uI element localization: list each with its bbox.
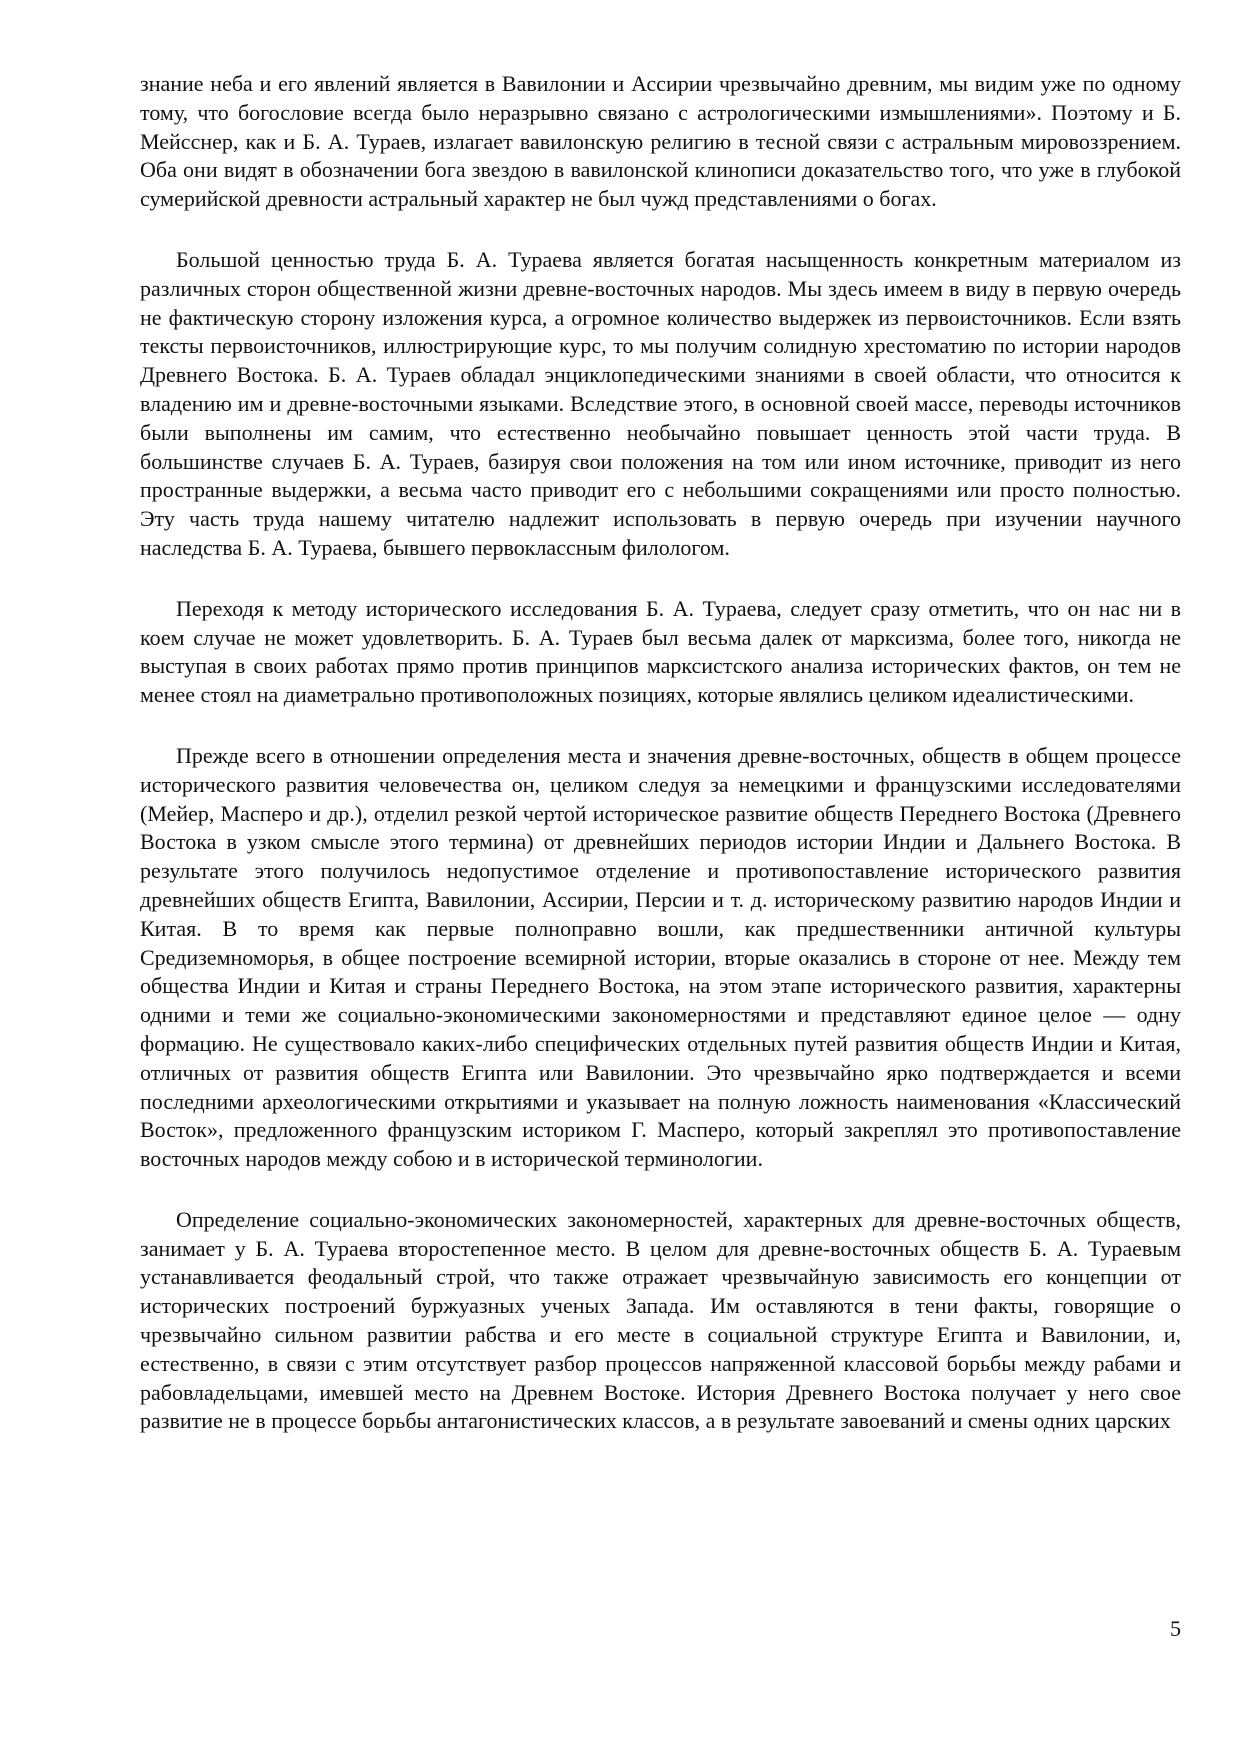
document-body	[140, 70, 1181, 1468]
paragraph-socio-economic: Определение социально-экономических закономерностей, характерных для древне-восточных обществ, занимает у Б. А. Тураева второстепенное место. В целом для древне-восточных обществ Б. А. Тураевым устанавливается феодальный строй, что также отражает чрезвычайную зависимость его концепции от исторических построений буржуазных ученых Запада. Им оставляются в тени факты, говорящие о чрезвычайно сильном развитии рабства и его месте в социальной структуре Египта и Вавилонии, и, естественно, в связи с этим отсутствует разбор процессов напряженной классовой борьбы между рабами и рабовладельцами, имевшей место на Древнем Востоке. История Древнего Востока получает у него свое развитие не в процессе борьбы антагонистических классов, а в результате завоеваний и смены одних царских	[140, 1206, 1181, 1434]
paragraph-place-of-societies: Прежде всего в отношении определения места и значения древне-восточных, обществ в общем процессе исторического развития человечества он, целиком следуя за немецкими и французскими исследователями (Мейер, Масперо и др.), отделил резкой чертой историческое развитие обществ Переднего Востока (Древнего Востока в узком смысле этого термина) от древнейших периодов истории Индии и Дальнего Востока. В результате этого получилось недопустимое отделение и противопоставление исторического развития древнейших обществ Египта, Вавилонии, Ассирии, Персии и т. д. историческому развитию народов Индии и Китая. В то время как первые полноправно вошли, как предшественники античной культуры Средиземноморья, в общее построение всемирной истории, вторые оказались в стороне от нее. Между тем общества Индии и Китая и страны Переднего Востока, на этом этапе исторического развития, характерны одними и теми же социально-экономическими закономерностями и представляют единое целое — одну формацию. Не существовало каких-либо специфических отдельных путей развития обществ Индии и Китая, отличных от развития обществ Египта или Вавилонии. Это чрезвычайно ярко подтверждается и всеми последними археологическими открытиями и указывает на полную ложность наименования «Классический Восток», предложенного французским историком Г. Масперо, который закреплял это противопоставление восточных народов между собою и в исторической терминологии.	[140, 742, 1181, 1172]
paragraph-value-of-work: Большой ценностью труда Б. А. Тураева является богатая насыщенность конкретным материалом из различных сторон общественной жизни древне-восточных народов. Мы здесь имеем в виду в первую очередь не фактическую сторону изложения курса, а огромное количество выдержек из первоисточников. Если взять тексты первоисточников, иллюстрирующие курс, то мы получим солидную хрестоматию по истории народов Древнего Востока. Б. А. Тураев обладал энциклопедическими знаниями в своей области, что относится к владению им и древне-восточными языками. Вследствие этого, в основной своей массе, переводы источников были выполнены им самим, что естественно необычайно повышает ценность этой части труда. В большинстве случаев Б. А. Тураев, базируя свои положения на том или ином источнике, приводит из него пространные выдержки, а весьма часто приводит его с небольшими сокращениями или просто полностью. Эту часть труда нашему читателю надлежит использовать в первую очередь при изучении научного наследства Б. А. Тураева, бывшего первоклассным филологом.	[140, 246, 1181, 560]
paragraph-continuation: знание неба и его явлений является в Вавилонии и Ассирии чрезвычайно древним, мы видим уже по одному тому, что богословие всегда было неразрывно связано с астрологическими измышлениями». Поэтому и Б. Мейсснер, как и Б. А. Тураев, излагает вавилонскую религию в тесной связи с астральным мировоззрением. Оба они видят в обозначении бога звездою в вавилонской клинописи доказательство того, что уже в глубокой сумерийской древности астральный характер не был чужд представлениями о богах.	[140, 71, 1181, 212]
paragraph-method: Переходя к методу исторического исследования Б. А. Тураева, следует сразу отметить, что он нас ни в коем случае не может удовлетворить. Б. А. Тураев был весьма далек от марксизма, более того, никогда не выступая в своих работах прямо против принципов марксистского анализа исторических фактов, он тем не менее стоял на диаметрально противоположных позициях, которые являлись целиком идеалистическими.	[140, 595, 1181, 708]
page-number: 5	[1170, 1616, 1181, 1641]
